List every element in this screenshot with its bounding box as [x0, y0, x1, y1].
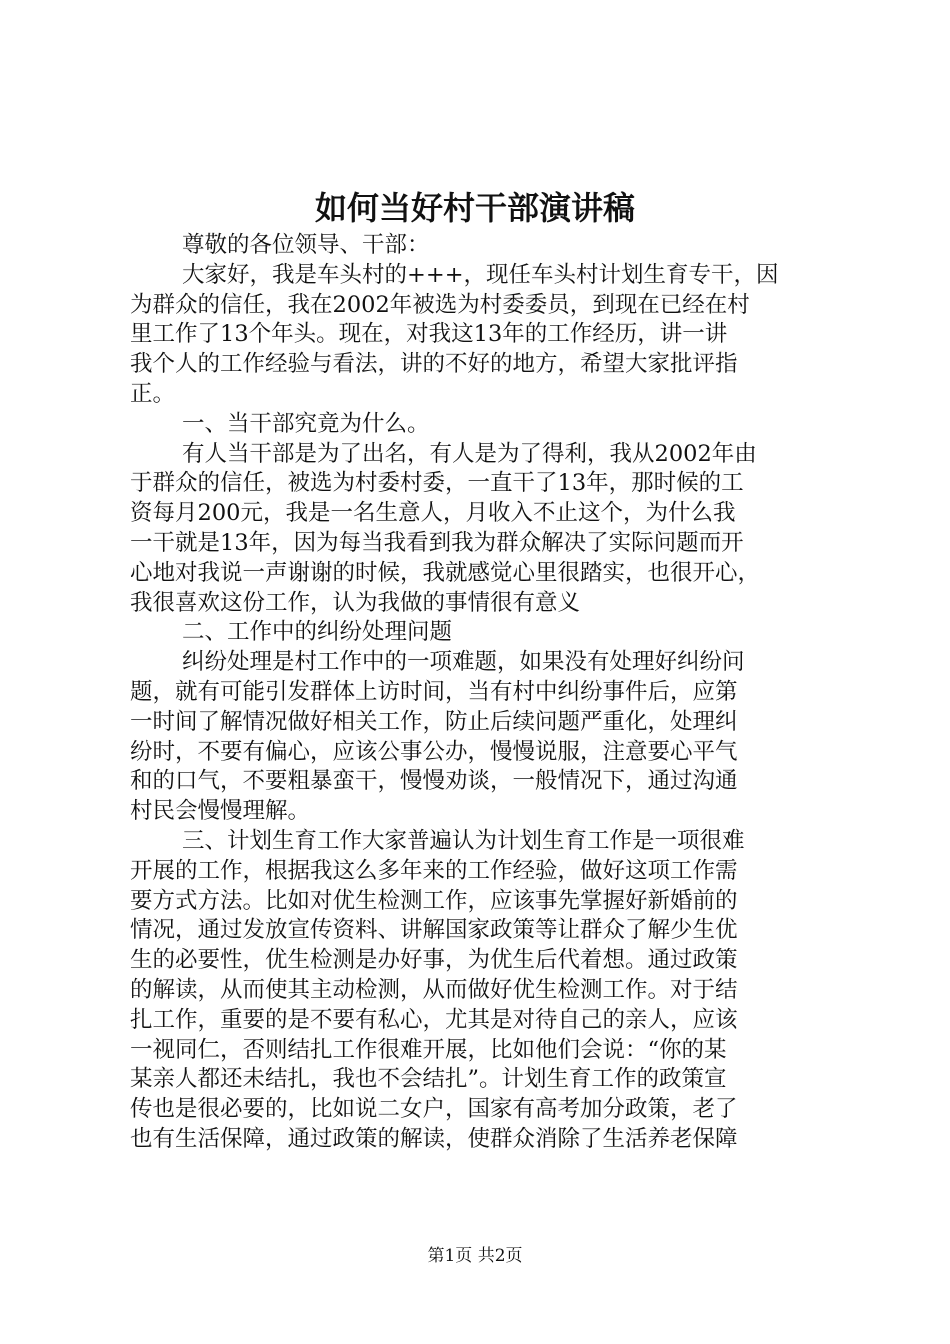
text-line: 纷时，不要有偏心，应该公事公办，慢慢说服，注意要心平气 [130, 738, 738, 765]
text-line: 生的必要性，优生检测是办好事，为优生后代着想。通过政策 [130, 947, 738, 974]
text-line: 三、计划生育工作大家普遍认为计划生育工作是一项很难 [182, 827, 745, 854]
text-line: 尊敬的各位领导、干部： [182, 232, 430, 258]
page-title: 如何当好村干部演讲稿 [314, 189, 635, 227]
text-line: 一干就是13年，因为每当我看到我为群众解决了实际问题而开 [130, 529, 744, 556]
text-line: 资每月200元，我是一名生意人，月收入不止这个，为什么我 [130, 500, 736, 527]
text-line: 情况，通过发放宣传资料、讲解国家政策等让群众了解少生优 [130, 917, 738, 944]
text-line: 也有生活保障，通过政策的解读，使群众消除了生活养老保障 [130, 1125, 738, 1152]
text-line: 一、当干部究竟为什么。 [182, 410, 430, 437]
text-line: 纠纷处理是村工作中的一项难题，如果没有处理好纠纷问 [182, 649, 745, 676]
text-line: 我个人的工作经验与看法，讲的不好的地方，希望大家批评指 [130, 351, 738, 378]
text-line: 心地对我说一声谢谢的时候，我就感觉心里很踏实，也很开心， [130, 559, 761, 586]
document-body [130, 231, 830, 1155]
text-line: 一时间了解情况做好相关工作，防止后续问题严重化，处理纠 [130, 708, 738, 735]
text-line: 有人当干部是为了出名，有人是为了得利，我从2002年由 [182, 440, 757, 467]
text-line: 正。 [130, 380, 176, 407]
text-line: 大家好，我是车头村的+++，现任车头村计划生育专干，因 [182, 261, 779, 288]
text-line: 村民会慢慢理解。 [130, 798, 311, 825]
page-footer: 第1页 共2页 [427, 1246, 523, 1266]
text-line: 要方式方法。比如对优生检测工作，应该事先掌握好新婚前的 [130, 887, 738, 914]
text-line: 于群众的信任，被选为村委村委，一直干了13年，那时候的工 [130, 470, 744, 497]
text-line: 开展的工作，根据我这么多年来的工作经验，做好这项工作需 [130, 857, 738, 884]
text-line: 某亲人都还未结扎，我也不会结扎”。计划生育工作的政策宣 [130, 1066, 727, 1093]
text-line: 和的口气，不要粗暴蛮干，慢慢劝谈，一般情况下，通过沟通 [130, 768, 738, 795]
text-line: 里工作了13个年头。现在，对我这13年的工作经历，讲一讲 [130, 321, 728, 348]
text-line: 题，就有可能引发群体上访时间，当有村中纠纷事件后，应第 [130, 678, 738, 705]
text-line: 二、工作中的纠纷处理问题 [182, 619, 453, 646]
text-line: 的解读，从而使其主动检测，从而做好优生检测工作。对于结 [130, 976, 738, 1003]
text-line: 扎工作，重要的是不要有私心，尤其是对待自己的亲人，应该 [130, 1006, 738, 1033]
text-line: 传也是很必要的，比如说二女户，国家有高考加分政策，老了 [130, 1096, 738, 1123]
text-line: 我很喜欢这份工作，认为我做的事情很有意义 [130, 589, 581, 616]
text-line: 为群众的信任，我在2002年被选为村委委员，到现在已经在村 [130, 291, 750, 318]
text-line: 一视同仁，否则结扎工作很难开展，比如他们会说：“你的某 [130, 1036, 727, 1063]
